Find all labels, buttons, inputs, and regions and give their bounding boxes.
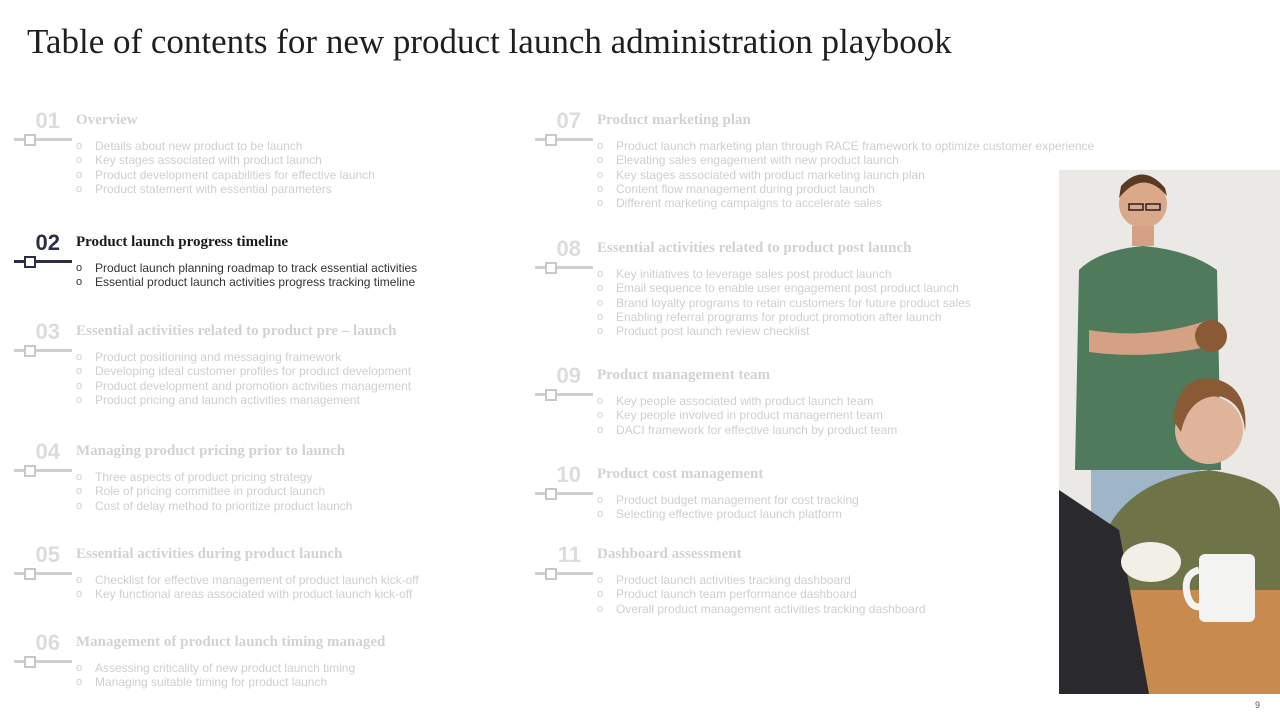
section-title: Essential activities during product launch [76, 546, 343, 562]
circle-bullet-icon: o [597, 310, 604, 323]
list-item [76, 364, 411, 378]
square-marker-icon [545, 488, 557, 500]
list-item-text: Key stages associated with product marketing launch plan [616, 167, 925, 182]
list-item [76, 261, 417, 275]
list-item [76, 675, 355, 689]
list-item-text: Checklist for effective management of product launch kick-off [95, 573, 419, 587]
list-item-text: Brand loyalty programs to retain customers for future product sales [616, 295, 971, 310]
list-item-text: Key stages associated with product launch [95, 153, 322, 168]
list-item-text: Elevating sales engagement with new product launch [616, 153, 899, 168]
section-number: 04 [35, 439, 60, 464]
circle-bullet-icon: o [597, 409, 604, 422]
section-divider-line [535, 266, 593, 269]
list-item-text: Content flow management during product launch [616, 181, 875, 196]
list-item-text: Product development and promotion activities management [95, 378, 412, 393]
list-item-text: Key people associated with product launch team [616, 394, 874, 408]
page-title: Table of contents for new product launch administration playbook [27, 22, 952, 61]
section-item-list [597, 394, 897, 437]
section-item-list [76, 661, 355, 690]
section-divider-line [535, 393, 593, 396]
section-divider-line [14, 572, 72, 575]
section-divider-line [14, 660, 72, 663]
list-item [76, 168, 375, 182]
photo-two-people-working [1059, 170, 1280, 694]
list-item-text: Developing ideal customer profiles for product development [95, 364, 412, 379]
circle-bullet-icon: o [76, 588, 83, 601]
circle-bullet-icon: o [597, 395, 604, 407]
circle-bullet-icon: o [76, 485, 83, 498]
list-item-text: Product launch activities tracking dashboard [616, 573, 851, 587]
square-marker-icon [24, 134, 36, 146]
circle-bullet-icon: o [597, 296, 604, 309]
section-item-list [597, 493, 859, 522]
list-item [597, 196, 1094, 210]
circle-bullet-icon: o [76, 676, 83, 689]
list-item-text: Product launch marketing plan through RACE framework to optimize customer experience [616, 139, 1095, 153]
list-item-text: Cost of delay method to prioritize product launch [95, 498, 353, 513]
circle-bullet-icon: o [76, 140, 83, 152]
list-item-text: Enabling referral programs for product promotion after launch [616, 309, 942, 324]
section-item-list [76, 139, 375, 196]
section-title: Essential activities related to product pre – launch [76, 323, 397, 339]
list-item [597, 281, 971, 295]
square-marker-icon [24, 465, 36, 477]
list-item [597, 267, 971, 281]
list-item [76, 484, 352, 498]
section-item-list [597, 267, 971, 338]
list-item-text: Product positioning and messaging framework [95, 350, 342, 364]
list-item-text: Managing suitable timing for product launch [95, 675, 328, 690]
section-number: 09 [556, 363, 581, 388]
list-item [597, 602, 926, 616]
section-divider-line [14, 349, 72, 352]
list-item-text: Product launch planning roadmap to track essential activities [95, 261, 418, 275]
section-number: 10 [556, 462, 581, 487]
list-item-text: DACI framework for effective launch by product team [616, 422, 898, 437]
section-item-list [597, 139, 1094, 210]
section-divider-line [535, 138, 593, 141]
circle-bullet-icon: o [597, 154, 604, 167]
list-item [76, 470, 352, 484]
circle-bullet-icon: o [76, 351, 83, 363]
list-item-text: Different marketing campaigns to accelerate sales [616, 196, 882, 211]
list-item-text: Product budget management for cost tracking [616, 493, 859, 507]
list-item-text: Key functional areas associated with product launch kick-off [95, 587, 413, 602]
circle-bullet-icon: o [76, 471, 83, 483]
list-item-text: Assessing criticality of new product launch timing [95, 661, 356, 675]
square-marker-icon [545, 262, 557, 274]
circle-bullet-icon: o [76, 499, 83, 512]
list-item-text: Details about new product to be launch [95, 139, 303, 153]
section-item-list [597, 573, 926, 616]
circle-bullet-icon: o [76, 168, 83, 181]
list-item [597, 153, 1094, 167]
section-title: Essential activities related to product post launch [597, 240, 912, 256]
section-title: Management of product launch timing managed [76, 634, 386, 650]
list-item-text: Role of pricing committee in product launch [95, 484, 326, 499]
list-item-text: Product development capabilities for effective launch [95, 167, 375, 182]
list-item-text: Product launch team performance dashboard [616, 587, 857, 602]
square-marker-icon [24, 568, 36, 580]
section-number: 07 [556, 108, 581, 133]
list-item [76, 661, 355, 675]
circle-bullet-icon: o [76, 154, 83, 167]
section-title: Product launch progress timeline [76, 234, 289, 250]
section-title: Dashboard assessment [597, 546, 742, 562]
circle-bullet-icon: o [76, 276, 83, 289]
list-item [597, 587, 926, 601]
section-number: 03 [35, 319, 60, 344]
list-item-text: Product pricing and launch activities management [95, 392, 360, 407]
circle-bullet-icon: o [76, 574, 83, 586]
square-marker-icon [545, 568, 557, 580]
section-item-list [76, 350, 411, 407]
section-number: 11 [557, 542, 581, 567]
square-marker-icon [545, 134, 557, 146]
section-title: Managing product pricing prior to launch [76, 443, 346, 459]
list-item-text: Essential product launch activities progress tracking timeline [95, 275, 416, 290]
list-item [597, 507, 859, 521]
list-item-text: Overall product management activities tracking dashboard [616, 601, 926, 616]
section-title: Product marketing plan [597, 112, 751, 128]
page-number: 9 [1255, 700, 1261, 710]
circle-bullet-icon: o [597, 325, 604, 338]
list-item [597, 139, 1094, 153]
section-number: 08 [556, 236, 581, 261]
list-item-text: Product post launch review checklist [616, 324, 810, 339]
photo-illustration [1059, 170, 1280, 694]
list-item [597, 394, 897, 408]
square-marker-icon [24, 256, 36, 268]
list-item [597, 423, 897, 437]
section-number: 05 [35, 542, 60, 567]
section-divider-line [535, 572, 593, 575]
circle-bullet-icon: o [76, 393, 83, 406]
list-item [597, 493, 859, 507]
square-marker-icon [24, 345, 36, 357]
list-item-text: Email sequence to enable user engagement post product launch [616, 281, 959, 296]
circle-bullet-icon: o [597, 574, 604, 586]
list-item [597, 408, 897, 422]
section-title: Product management team [597, 367, 771, 383]
circle-bullet-icon: o [597, 197, 604, 210]
list-item [76, 182, 375, 196]
list-item [76, 499, 352, 513]
list-item [597, 296, 971, 310]
circle-bullet-icon: o [76, 182, 83, 195]
list-item [76, 139, 375, 153]
square-marker-icon [24, 656, 36, 668]
list-item [597, 182, 1094, 196]
circle-bullet-icon: o [597, 282, 604, 295]
list-item-text: Key initiatives to leverage sales post product launch [616, 267, 892, 281]
circle-bullet-icon: o [597, 268, 604, 280]
list-item [76, 275, 417, 289]
section-item-list [76, 261, 417, 290]
circle-bullet-icon: o [597, 508, 604, 521]
section-item-list [76, 573, 419, 602]
list-item [597, 310, 971, 324]
list-item [597, 573, 926, 587]
section-divider-line [14, 138, 72, 141]
list-item-text: Three aspects of product pricing strategy [95, 470, 313, 484]
section-number: 01 [35, 108, 60, 133]
section-number: 06 [35, 630, 60, 655]
section-title: Overview [76, 112, 138, 128]
circle-bullet-icon: o [597, 423, 604, 436]
circle-bullet-icon: o [76, 262, 83, 274]
section-title: Product cost management [597, 466, 764, 482]
circle-bullet-icon: o [597, 140, 604, 152]
circle-bullet-icon: o [597, 182, 604, 195]
square-marker-icon [545, 389, 557, 401]
circle-bullet-icon: o [597, 168, 604, 181]
circle-bullet-icon: o [597, 602, 604, 615]
circle-bullet-icon: o [76, 379, 83, 392]
section-number: 02 [35, 230, 60, 255]
list-item [76, 350, 411, 364]
section-divider-line [14, 260, 72, 263]
list-item [76, 587, 419, 601]
list-item [76, 573, 419, 587]
list-item [76, 153, 375, 167]
list-item [597, 324, 971, 338]
circle-bullet-icon: o [76, 365, 83, 378]
section-divider-line [14, 469, 72, 472]
list-item-text: Product statement with essential parameters [95, 181, 332, 196]
circle-bullet-icon: o [597, 494, 604, 506]
circle-bullet-icon: o [76, 662, 83, 674]
section-divider-line [535, 492, 593, 495]
list-item-text: Key people involved in product management team [616, 408, 883, 423]
list-item [597, 168, 1094, 182]
list-item-text: Selecting effective product launch platform [616, 507, 842, 522]
circle-bullet-icon: o [597, 588, 604, 601]
list-item [76, 393, 411, 407]
section-item-list [76, 470, 352, 513]
list-item [76, 379, 411, 393]
